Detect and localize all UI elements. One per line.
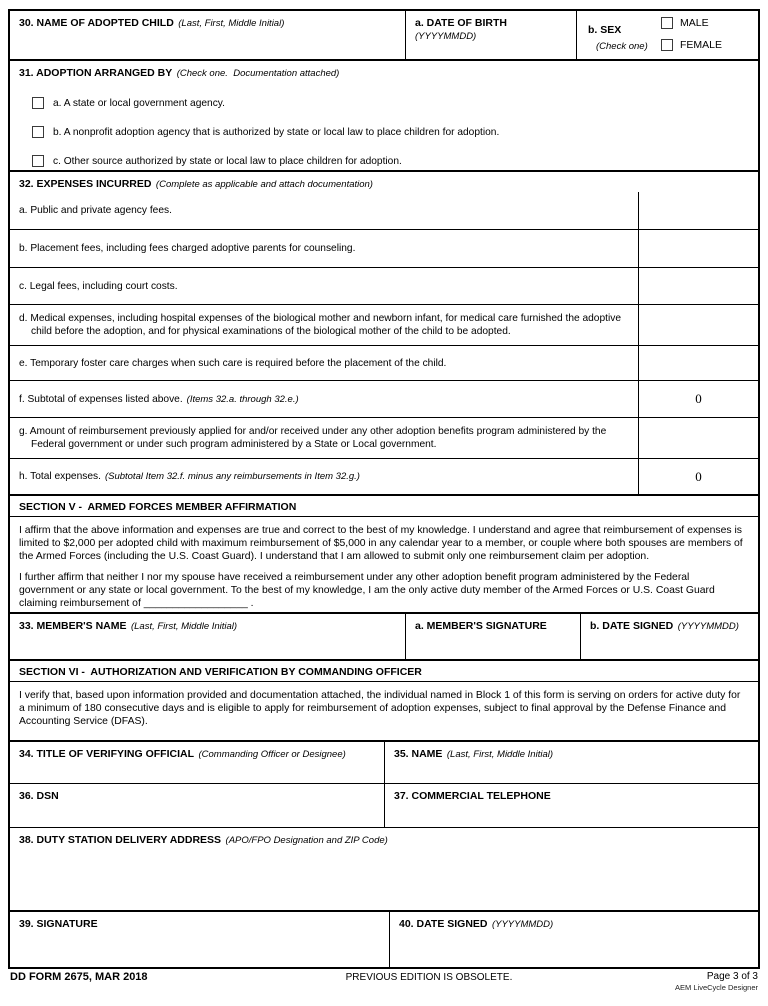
block32-label: 32. EXPENSES INCURRED (19, 178, 152, 190)
block33b-hint: (YYYYMMDD) (677, 621, 739, 632)
expense-d-amount-field[interactable] (638, 305, 758, 345)
section-v-title: SECTION V - ARMED FORCES MEMBER AFFIRMATION (19, 501, 297, 513)
block32-hint: (Complete as applicable and attach documentation) (155, 179, 373, 190)
block30-label: 30. NAME OF ADOPTED CHILD (19, 17, 174, 29)
expense-row-e (10, 345, 758, 380)
official-signature-field[interactable] (10, 930, 389, 967)
section-vi-title: SECTION VI - AUTHORIZATION AND VERIFICATION BY COMMANDING OFFICER (19, 666, 422, 678)
block40-label: 40. DATE SIGNED (399, 918, 488, 930)
total-expenses-amount-field[interactable]: 0 (638, 459, 758, 494)
member-name-field[interactable] (10, 632, 405, 659)
official-date-signed-field[interactable] (390, 930, 758, 967)
expense-e-text: e. Temporary foster care charges when such care is required before the placement of the child. (19, 357, 447, 369)
dd-form-2675-page3 (8, 9, 760, 969)
block30b-label: b. SEX (588, 24, 622, 36)
affirmation-text (10, 516, 758, 612)
expense-d-text: d. Medical expenses, including hospital expenses of the biological mother and newborn infant, for medical care furnished the adoptive child before the adoption, and for physical examinations of the biological mother of the child to be adopted. (19, 313, 621, 337)
block30a-label: a. DATE OF BIRTH (415, 17, 507, 29)
duty-station-address-field[interactable] (10, 848, 758, 910)
block31-hint: (Check one. Documentation attached) (176, 68, 340, 79)
expense-e-amount-field[interactable] (638, 346, 758, 380)
adopted-child-name-field[interactable] (10, 29, 405, 59)
member-signature-field[interactable] (406, 632, 580, 659)
other-source-checkbox[interactable] (32, 155, 44, 167)
block33a-label: a. MEMBER'S SIGNATURE (415, 620, 547, 632)
form-number: DD FORM 2675, MAR 2018 (10, 971, 148, 983)
block36-label: 36. DSN (19, 790, 59, 802)
reimbursement-text: g. Amount of reimbursement previously applied for and/or received under any other adoption benefits program administered by the Federal government or under such program administered by a State or Local government. (19, 426, 607, 450)
expense-a-amount-field[interactable] (638, 192, 758, 229)
adoption-option-c-label: c. Other source authorized by state or local law to place children for adoption. (53, 155, 402, 167)
official-date-signed-cell (390, 912, 758, 967)
adopted-child-name-cell (10, 11, 406, 59)
row-34-35 (10, 740, 758, 783)
nonprofit-agency-checkbox[interactable] (32, 126, 44, 138)
expense-row-d (10, 304, 758, 345)
block33-hint: (Last, First, Middle Initial) (130, 621, 238, 632)
sex-option-male (661, 17, 758, 29)
expense-c-text: c. Legal fees, including court costs. (19, 280, 178, 292)
member-signature-cell (406, 614, 581, 659)
block35-hint: (Last, First, Middle Initial) (446, 749, 554, 760)
block33-label: 33. MEMBER'S NAME (19, 620, 127, 632)
section-v-header (10, 494, 758, 516)
male-label: MALE (680, 17, 709, 29)
dsn-cell (10, 784, 385, 827)
member-date-signed-field[interactable] (581, 632, 758, 659)
row-30 (10, 11, 758, 59)
block37-label: 37. COMMERCIAL TELEPHONE (394, 790, 551, 802)
row-36-37 (10, 783, 758, 827)
expense-row-f (10, 380, 758, 417)
member-date-signed-cell (581, 614, 758, 659)
total-expenses-text: h. Total expenses. (19, 471, 101, 482)
row-39-40 (10, 910, 758, 967)
official-signature-cell (10, 912, 390, 967)
subtotal-hint: (Items 32.a. through 32.e.) (186, 393, 299, 405)
expense-row-a (10, 192, 758, 229)
verification-text (10, 681, 758, 740)
form-footer (10, 971, 758, 992)
expense-row-g (10, 417, 758, 458)
page-indicator: Page 3 of 3 (706, 971, 758, 982)
verifying-official-name-cell (385, 742, 758, 783)
block38-label: 38. DUTY STATION DELIVERY ADDRESS (19, 834, 222, 846)
date-of-birth-field[interactable] (406, 29, 576, 59)
block34-label: 34. TITLE OF VERIFYING OFFICIAL (19, 748, 195, 760)
commercial-telephone-field[interactable] (385, 802, 758, 827)
adoption-option-b (32, 126, 758, 138)
adoption-option-a (32, 97, 758, 109)
row-33 (10, 612, 758, 659)
expense-c-amount-field[interactable] (638, 268, 758, 304)
verifying-official-name-field[interactable] (385, 760, 758, 783)
expense-b-amount-field[interactable] (638, 230, 758, 267)
duty-station-address-cell (10, 827, 758, 910)
member-name-cell (10, 614, 406, 659)
generator-note: AEM LiveCycle Designer (675, 983, 758, 992)
female-label: FEMALE (680, 39, 723, 51)
block-32-header (10, 170, 758, 192)
block30b-hint: (Check one) (596, 41, 648, 52)
block30a-hint: (YYYYMMDD) (415, 31, 477, 42)
expense-row-c (10, 267, 758, 304)
sex-cell (577, 11, 758, 59)
block34-hint: (Commanding Officer or Designee) (198, 749, 346, 760)
affirmation-paragraph-2: I further affirm that neither I nor my spouse have received a reimbursement under any other adoption benefit program administered by the Federal government or any state or local government. To the best of my knowledge, I am the only active duty member of the Armed Forces or U.S. Coast Guard claiming reimbursement of __________________ . (19, 572, 715, 609)
block35-label: 35. NAME (394, 748, 443, 760)
adoption-option-b-label: b. A nonprofit adoption agency that is authorized by state or local law to place children for adoption. (53, 126, 500, 138)
block38-hint: (APO/FPO Designation and ZIP Code) (225, 835, 388, 846)
verifying-official-title-cell (10, 742, 385, 783)
block40-hint: (YYYYMMDD) (491, 919, 554, 930)
total-expenses-hint: (Subtotal Item 32.f. minus any reimbursements in Item 32.g.) (104, 471, 360, 482)
expense-a-text: a. Public and private agency fees. (19, 205, 172, 216)
block39-label: 39. SIGNATURE (19, 918, 98, 930)
commercial-telephone-cell (385, 784, 758, 827)
verifying-official-title-field[interactable] (10, 760, 384, 783)
block33b-label: b. DATE SIGNED (590, 620, 674, 632)
adoption-option-a-label: a. A state or local government agency. (53, 97, 225, 109)
section-vi-header (10, 659, 758, 681)
block31-label: 31. ADOPTION ARRANGED BY (19, 67, 173, 79)
adoption-option-c (32, 155, 758, 167)
block30-hint: (Last, First, Middle Initial) (178, 18, 285, 29)
block-31 (10, 59, 758, 170)
affirmation-paragraph-1: I affirm that the above information and expenses are true and correct to the best of my knowledge. I understand and agree that reimbursement of expenses is limited to $2,000 per adopted child with maximum reimbursement of $5,000 in any calendar year to a member, or couple where both spouses are members of the Armed Forces (including the U.S. Coast Guard). I understand that I am allowed to submit only one reimbursement claim per adoption. (19, 525, 743, 562)
subtotal-amount-field[interactable]: 0 (638, 381, 758, 417)
state-agency-checkbox[interactable] (32, 97, 44, 109)
sex-option-female (661, 39, 758, 51)
expense-row-h (10, 458, 758, 494)
verification-paragraph: I verify that, based upon information provided and documentation attached, the individual named in Block 1 of this form is serving on orders for active duty for a minimum of 180 consecutive days and is eligible to apply for reimbursement of adoption expenses, subject to final approval by the Defense Finance and Accounting Service (DFAS). (19, 690, 741, 727)
obsolete-note: PREVIOUS EDITION IS OBSOLETE. (345, 972, 513, 983)
date-of-birth-cell (406, 11, 577, 59)
reimbursement-amount-field[interactable] (638, 418, 758, 458)
expense-row-b (10, 229, 758, 267)
subtotal-text: f. Subtotal of expenses listed above. (19, 393, 183, 405)
expense-b-text: b. Placement fees, including fees charged adoptive parents for counseling. (19, 243, 356, 254)
dsn-field[interactable] (10, 802, 384, 827)
female-checkbox[interactable] (661, 39, 673, 51)
male-checkbox[interactable] (661, 17, 673, 29)
